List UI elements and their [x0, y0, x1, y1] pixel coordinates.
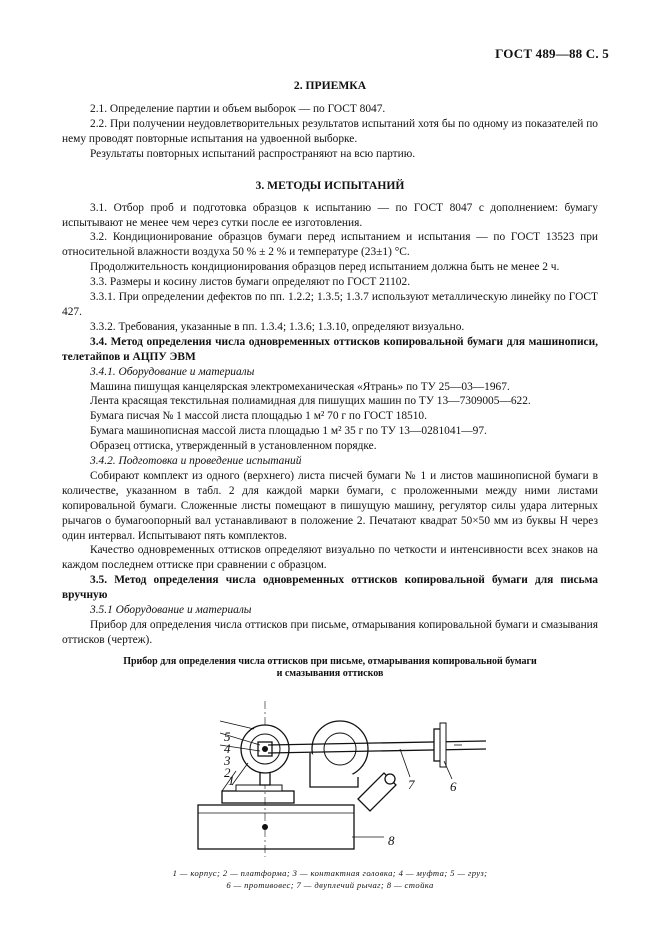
lever-lower-edge [268, 749, 486, 753]
leader-6 [444, 761, 452, 779]
device-body [198, 805, 354, 849]
device-drawing-svg [62, 687, 598, 863]
paragraph-3-4-1-heading: 3.4.1. Оборудование и материалы [90, 365, 255, 378]
figure-title-line-1: Прибор для определения числа оттисков при письме, отмарывания копировальной бумаги [123, 655, 537, 667]
material-typewriter: Машина пишущая канцелярская электромеханическая «Ятрань» по ТУ 25—03—1967. [90, 380, 510, 393]
part-label-1: 1 [228, 772, 235, 788]
figure-title [62, 656, 598, 681]
page-header: ГОСТ 489—88 С. 5 [495, 46, 609, 61]
page-content [62, 78, 598, 891]
paragraph-3-2-duration: Продолжительность кондиционирования образцов перед испытанием должна быть не менее 2 ч. [90, 261, 560, 274]
figure-caption [62, 867, 598, 891]
section-3-title: 3. МЕТОДЫ ИСПЫТАНИЙ [255, 178, 405, 192]
figure-caption-line-2: 6 — противовес; 7 — двуплечий рычаг; 8 — стойка [226, 879, 434, 890]
part-label-4: 4 [224, 740, 231, 756]
paragraph-3-4-2-heading: 3.4.2. Подготовка и проведение испытаний [90, 455, 302, 468]
device-platform [222, 791, 294, 803]
part-label-5: 5 [224, 728, 231, 744]
counterweight-cap [440, 723, 446, 767]
part-label-3: 3 [224, 752, 231, 768]
figure-title-line-2: и смазывания оттисков [276, 668, 384, 680]
part-label-2: 2 [224, 764, 231, 780]
leader-5 [220, 721, 254, 729]
paragraph-3-2: 3.2. Кондиционирование образцов бумаги перед испытанием и испытания — по ГОСТ 13523 при относительной влажности воздуха 50 % ± 2 % и температуре (23±1) °С. [62, 231, 598, 259]
paragraph-2-2: 2.2. При получении неудовлетворительных результатов испытаний хотя бы по одному из показателей по нему проводят повторные испытания на удвоенной выборке. [62, 117, 598, 145]
lever-upper-edge [268, 741, 486, 745]
stand-knob [385, 774, 395, 784]
body-centre-mark [262, 824, 268, 830]
material-writing-paper: Бумага писчая № 1 массой листа площадью 1 м² 70 г по ГОСТ 18510. [90, 410, 427, 423]
section-2-title: 2. ПРИЕМКА [293, 79, 367, 92]
device-platform-pad [236, 785, 282, 791]
paragraph-3-3-2: 3.3.2. Требования, указанные в пп. 1.3.4; 1.3.6; 1.3.10, определяют визуально. [90, 320, 465, 333]
material-typing-paper: Бумага машинописная массой листа площадью 1 м² 35 г по ТУ 13—0281041—97. [90, 425, 487, 438]
paragraph-3-5-1-heading: 3.5.1 Оборудование и материалы [90, 604, 252, 617]
paragraph-3-5-heading: 3.5. Метод определения числа одновременных оттисков копировальной бумаги для письма вручную [62, 574, 598, 602]
device-drawing [62, 687, 598, 863]
paragraph-3-5-1-device: Прибор для определения числа оттисков при письме, отмарывания копировальной бумаги и смазывания оттисков (чертеж). [62, 619, 598, 646]
paragraph-3-1: 3.1. Отбор проб и подготовка образцов к испытанию — по ГОСТ 8047 с дополнением: бумагу испытывают не менее чем через сутки после ее изготовления. [62, 201, 598, 229]
part-label-8: 8 [388, 832, 395, 848]
paragraph-3-3: 3.3. Размеры и косину листов бумаги определяют по ГОСТ 21102. [90, 276, 411, 289]
material-sample: Образец оттиска, утвержденный в установленном порядке. [90, 440, 377, 453]
paragraph-3-4-2-procedure: Собирают комплект из одного (верхнего) листа писчей бумаги № 1 и листов машинописной бумаги в количестве, указанном в табл. 2 для каждой марки бумаги, с проложенными между ними листами копировальной бумаги. Сложенные листы помещают в пишущую машину, регулятор силы удара литерных рычагов о бумагоопорный вал устанавливают в положение 2. Печатают квадрат 50×50 мм из буквы Н через один интервал. Испытывают пять комплектов. [62, 469, 598, 542]
paragraph-2-1: 2.1. Определение партии и объем выборок — по ГОСТ 8047. [90, 103, 386, 115]
paragraph-3-4-2-quality: Качество одновременных оттисков определяют визуально по четкости и интенсивности всех знаков на каждом последнем оттиске при сравнении с образцом. [62, 544, 598, 572]
paragraph-2-2-results: Результаты повторных испытаний распространяют на всю партию. [90, 147, 416, 160]
coupling-pin [262, 746, 268, 752]
paragraph-3-3-1: 3.3.1. При определении дефектов по пп. 1.2.2; 1.3.5; 1.3.7 используют металлическую линейку по ГОСТ 427. [62, 291, 598, 318]
paragraph-3-4-heading: 3.4. Метод определения числа одновременных оттисков копировальной бумаги для машинописи, телетайпов и АЦПУ ЭВМ [62, 335, 598, 363]
part-label-6: 6 [450, 778, 457, 794]
material-ribbon: Лента красящая текстильная полиамидная для пишущих машин по ТУ 13—7309005—622. [90, 395, 531, 408]
figure-caption-line-1: 1 — корпус; 2 — платформа; 3 — контактная головка; 4 — муфта; 5 — груз; [172, 867, 488, 878]
leader-7 [400, 749, 410, 777]
part-label-7: 7 [408, 776, 415, 792]
